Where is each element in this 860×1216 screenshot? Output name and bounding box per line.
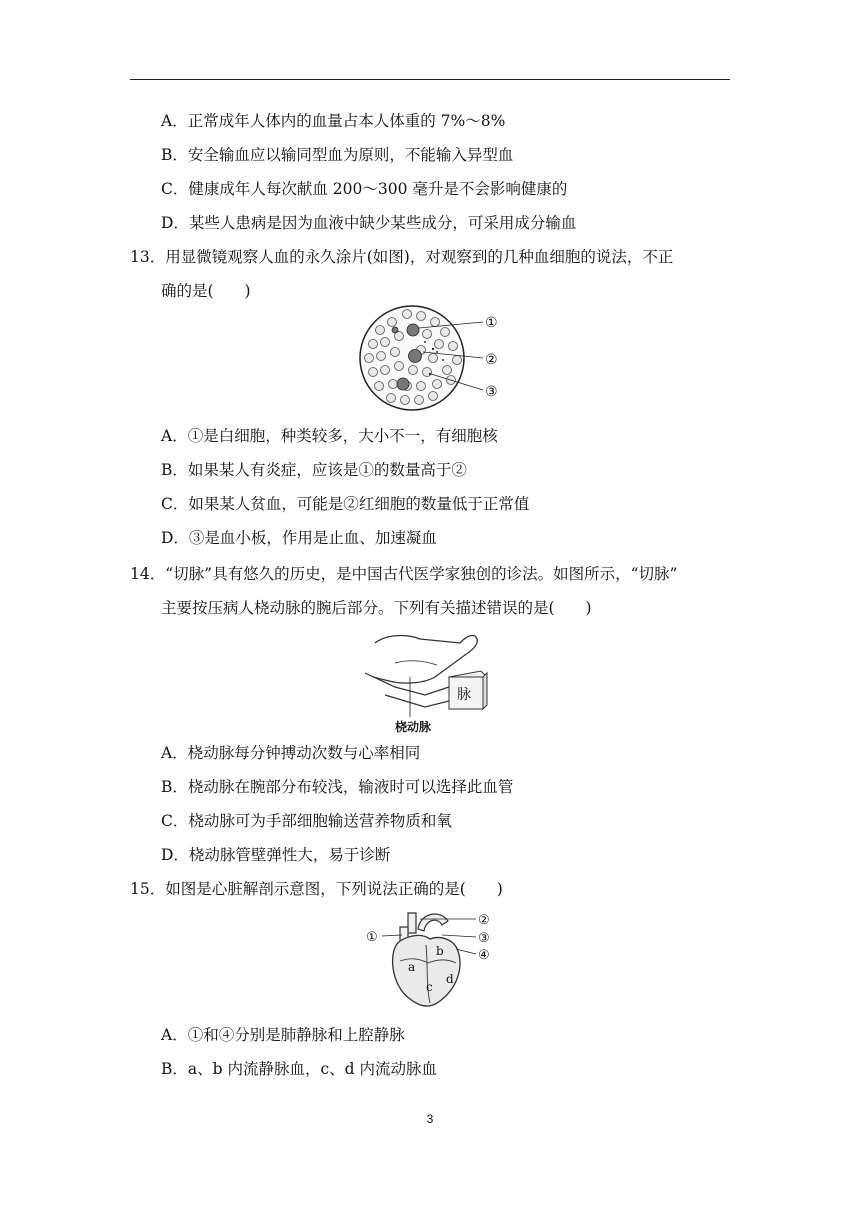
- wrist-outline: [385, 695, 457, 707]
- page-number: 3: [426, 1112, 434, 1126]
- q13-option-d: D．③是血小板，作用是止血、加速凝血: [161, 529, 437, 547]
- chamber-b: b: [436, 944, 444, 958]
- q14-option-c: C．桡动脉可为手部细胞输送营养物质和氧: [161, 812, 452, 830]
- q13-option-b: B．如果某人有炎症，应该是①的数量高于②: [161, 461, 467, 479]
- chamber-a: a: [408, 960, 416, 974]
- chamber-d: d: [446, 972, 454, 986]
- q12-option-c: C．健康成年人每次献血 200～300 毫升是不会影响健康的: [161, 180, 568, 198]
- label-1: ①: [485, 315, 498, 331]
- q12-option-a: A．正常成年人体内的血量占本人体重的 7%～8%: [161, 112, 506, 130]
- q12-option-b: B．安全输血应以输同型血为原则，不能输入异型血: [161, 146, 514, 164]
- block-label: 脉: [457, 687, 471, 703]
- q13-option-c: C．如果某人贫血，可能是②红细胞的数量低于正常值: [161, 495, 530, 513]
- q12-option-d: D．某些人患病是因为血液中缺少某些成分，可采用成分输血: [161, 214, 577, 232]
- q13-option-a: A．①是白细胞，种类较多，大小不一，有细胞核: [161, 427, 498, 445]
- label-2: ②: [485, 352, 498, 368]
- header-rule: [130, 79, 730, 80]
- q14-stem-line2: 主要按压病人桡动脉的腕后部分。下列有关描述错误的是( ): [161, 599, 592, 617]
- chamber-c: c: [426, 980, 433, 994]
- heart-label-1: ①: [366, 930, 378, 945]
- q13-stem-line2: 确的是( ): [161, 282, 251, 300]
- q14-option-b: B．桡动脉在腕部分布较浅，输液时可以选择此血管: [161, 778, 514, 796]
- heart-label-2: ②: [478, 913, 490, 928]
- q14-option-d: D．桡动脉管壁弹性大，易于诊断: [161, 846, 391, 864]
- heart-label-4: ④: [478, 948, 490, 963]
- heart-label-3: ③: [478, 931, 490, 946]
- q13-stem-line1: 13．用显微镜观察人血的永久涂片(如图)，对观察到的几种血细胞的说法，不正: [130, 248, 674, 266]
- q14-stem-line1: 14．“切脉”具有悠久的历史，是中国古代医学家独创的诊法。如图所示，“切脉”: [130, 565, 678, 583]
- q14-option-a: A．桡动脉每分钟搏动次数与心率相同: [161, 744, 421, 762]
- pulse-figure: [365, 625, 495, 735]
- fingers-outline: [395, 661, 437, 665]
- q15-stem-line1: 15．如图是心脏解剖示意图，下列说法正确的是( ): [130, 880, 503, 898]
- artery-caption: 桡动脉: [395, 720, 432, 734]
- q15-option-a: A．①和④分别是肺静脉和上腔静脉: [161, 1026, 405, 1044]
- label-3: ③: [485, 384, 498, 400]
- blood-smear-figure: [355, 300, 515, 420]
- heart-figure: [360, 905, 500, 1015]
- q15-option-b: B．a、b 内流静脉血，c、d 内流动脉血: [161, 1060, 438, 1078]
